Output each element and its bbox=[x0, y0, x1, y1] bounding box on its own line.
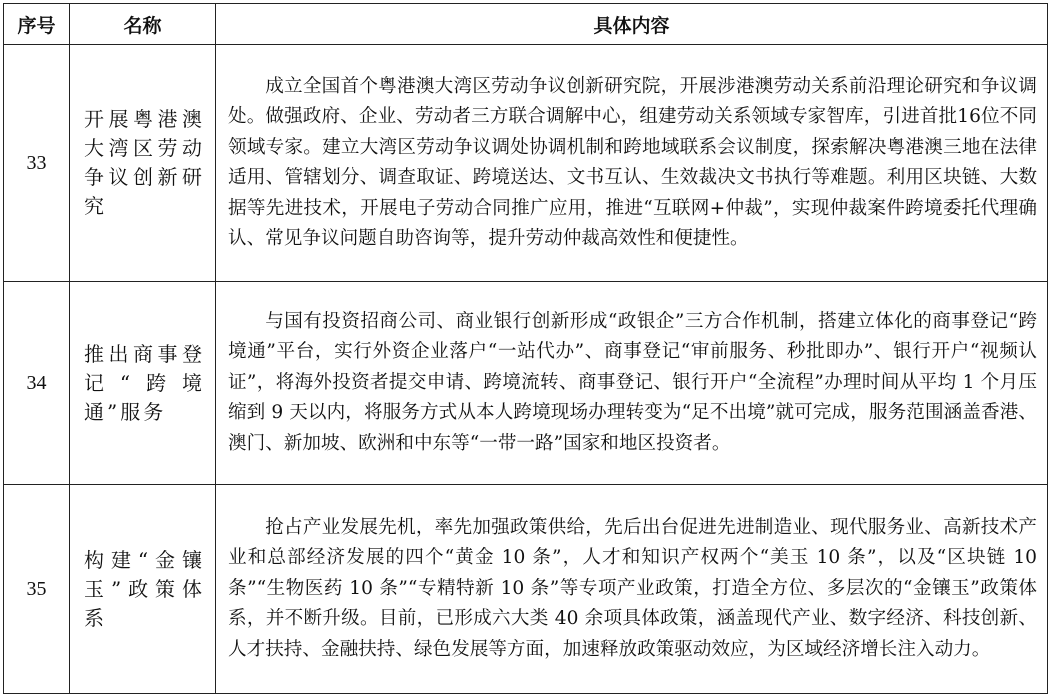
table-row bbox=[4, 45, 1048, 282]
row-seq: 34 bbox=[4, 282, 70, 485]
table-header-row bbox=[4, 4, 1048, 45]
table-row bbox=[4, 485, 1048, 694]
row-content-text: 与国有投资招商公司、商业银行创新形成“政银企”三方合作机制，搭建立体化的商事登记“跨境通”平台，实行外资企业落户“一站代办”、商事登记“审前服务、秒批即办”、银行开户“视频认证”，将海外投资者提交申请、跨境流转、商事登记、银行开户“全流程”办理时间从平均 1 个月压缩到 9 天以内，将服务方式从本人跨境现场办理转变为“足不出境”就可完成，服务范围涵盖香港、澳门、新加坡、欧洲和中东等“一带一路”国家和地区投资者。 bbox=[228, 310, 1037, 454]
row-content-text: 抢占产业发展先机，率先加强政策供给，先后出台促进先进制造业、现代服务业、高新技术产业和总部经济发展的四个“黄金 10 条”，人才和知识产权两个“美玉 10 条”，以及“区块链 10 条”“生物医药 10 条”“专精特新 10 条”等专项产业政策，打造全方位、多层次的“金镶玉”政策体系，并不断升级。目前，已形成六大类 40 余项具体政策，涵盖现代产业、数字经济、科技创新、人才扶持、金融扶持、绿色发展等方面，加速释放政策驱动效应，为区域经济增长注入动力。 bbox=[228, 516, 1037, 660]
row-seq: 35 bbox=[4, 485, 70, 694]
row-content bbox=[216, 282, 1048, 485]
row-content-text: 成立全国首个粤港澳大湾区劳动争议创新研究院，开展涉港澳劳动关系前沿理论研究和争议调处。做强政府、企业、劳动者三方联合调解中心，组建劳动关系领域专家智库，引进首批16位不同领域专家。建立大湾区劳动争议调处协调机制和跨地域联系会议制度，探索解决粤港澳三地在法律适用、管辖划分、调查取证、跨境送达、文书互认、生效裁决文书执行等难题。利用区块链、大数据等先进技术，开展电子劳动合同推广应用，推进“互联网+仲裁”，实现仲裁案件跨境委托代理确认、常见争议问题自助咨询等，提升劳动仲裁高效性和便捷性。 bbox=[228, 75, 1037, 249]
row-name: 开展粤港澳大湾区劳动争议创新研究 bbox=[70, 45, 216, 282]
header-name: 名称 bbox=[70, 4, 216, 45]
policy-table bbox=[3, 3, 1048, 694]
row-seq: 33 bbox=[4, 45, 70, 282]
row-name: 推出商事登记“跨境通”服务 bbox=[70, 282, 216, 485]
header-content: 具体内容 bbox=[216, 4, 1048, 45]
table-row bbox=[4, 282, 1048, 485]
row-content bbox=[216, 485, 1048, 694]
row-name: 构建“金镶玉”政策体系 bbox=[70, 485, 216, 694]
row-content bbox=[216, 45, 1048, 282]
header-seq: 序号 bbox=[4, 4, 70, 45]
